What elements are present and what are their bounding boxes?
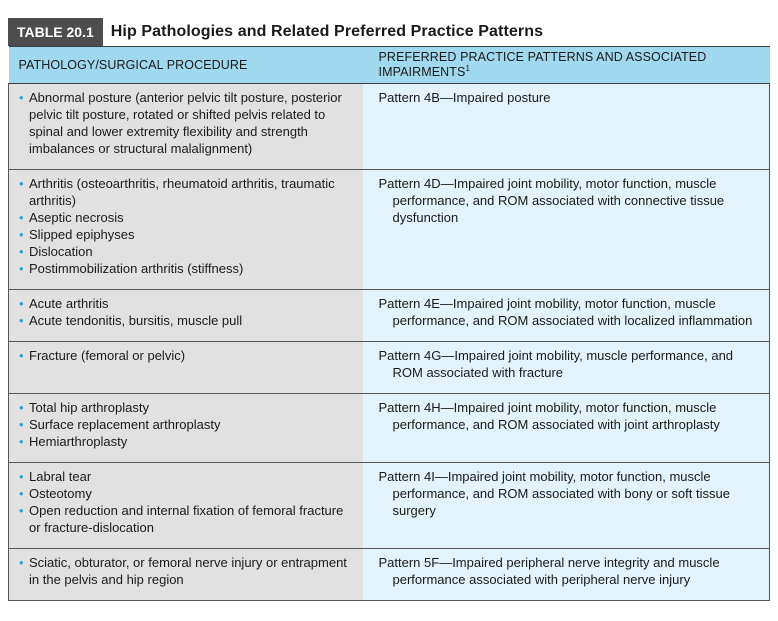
header-row [9,47,770,84]
table-row [9,342,770,394]
pathology-item [19,209,357,226]
bullet-icon: • [19,503,24,518]
pattern-text: Pattern 5F—Impaired peripheral nerve integrity and muscle performance associated with peripheral nerve injury [378,555,720,587]
column-header-pathology-label: PATHOLOGY/SURGICAL PROCEDURE [18,58,248,72]
pattern-text: Pattern 4D—Impaired joint mobility, motor function, muscle performance, and ROM associated with connective tissue dysfunction [378,176,725,225]
pathology-cell [9,170,363,290]
practice-patterns-table [8,46,770,601]
pathology-item [19,416,357,433]
pattern-cell [363,463,770,549]
pathology-item [19,260,357,277]
column-header-pathology [9,47,363,84]
table-title-row [8,18,543,46]
pathology-text: Surface replacement arthroplasty [29,417,221,432]
pattern-cell [363,170,770,290]
bullet-icon: • [19,261,24,276]
pathology-text: Slipped epiphyses [29,227,135,242]
bullet-icon: • [19,210,24,225]
pathology-item [19,485,357,502]
pathology-text: Fracture (femoral or pelvic) [29,348,186,363]
pathology-item [19,468,357,485]
bullet-icon: • [19,555,24,570]
pathology-item [19,554,357,588]
pathology-cell [9,84,363,170]
pathology-text: Sciatic, obturator, or femoral nerve injury or entrapment in the pelvis and hip region [29,555,347,587]
pathology-cell [9,549,363,601]
pathology-text: Hemiarthroplasty [29,434,128,449]
pathology-item [19,226,357,243]
table-row [9,394,770,463]
pathology-text: Abnormal posture (anterior pelvic tilt posture, posterior pelvic tilt posture, rotated or shifted pelvis related to spinal and lower extremity flexibility and strength imbalances or structural malalignment) [29,90,342,156]
bullet-icon: • [19,244,24,259]
pattern-text: Pattern 4G—Impaired joint mobility, muscle performance, and ROM associated with fracture [378,348,734,380]
table-row [9,463,770,549]
pathology-item [19,347,357,364]
pathology-text: Arthritis (osteoarthritis, rheumatoid arthritis, traumatic arthritis) [29,176,335,208]
table-body [9,84,770,601]
bullet-icon: • [19,90,24,105]
pathology-text: Acute arthritis [29,296,109,311]
table-row [9,290,770,342]
pathology-text: Total hip arthroplasty [29,400,149,415]
pattern-cell [363,84,770,170]
table-title: Hip Pathologies and Related Preferred Practice Patterns [110,23,544,40]
pattern-text: Pattern 4H—Impaired joint mobility, motor function, muscle performance, and ROM associated with joint arthroplasty [378,400,720,432]
table-number-badge: TABLE 20.1 [8,18,103,46]
footnote-marker: 1 [465,64,471,74]
bullet-icon: • [19,313,24,328]
pattern-text: Pattern 4E—Impaired joint mobility, motor function, muscle performance, and ROM associated with localized inflammation [378,296,753,328]
pathology-item [19,243,357,260]
pattern-cell [363,342,770,394]
pathology-text: Osteotomy [29,486,92,501]
pathology-text: Acute tendonitis, bursitis, muscle pull [29,313,243,328]
bullet-icon: • [19,296,24,311]
pathology-item [19,433,357,450]
bullet-icon: • [19,348,24,363]
pathology-text: Postimmobilization arthritis (stiffness) [29,261,244,276]
bullet-icon: • [19,417,24,432]
bullet-icon: • [19,486,24,501]
bullet-icon: • [19,400,24,415]
pathology-item [19,399,357,416]
pathology-text: Labral tear [29,469,92,484]
pathology-item [19,295,357,312]
pattern-cell [363,394,770,463]
bullet-icon: • [19,227,24,242]
table-row [9,549,770,601]
pattern-text: Pattern 4I—Impaired joint mobility, motor function, muscle performance, and ROM associated with bony or soft tissue surgery [378,469,730,518]
pathology-text: Open reduction and internal fixation of femoral fracture or fracture-dislocation [29,503,344,535]
bullet-icon: • [19,176,24,191]
column-header-patterns-label: PREFERRED PRACTICE PATTERNS AND ASSOCIATED IMPAIRMENTS [378,50,707,80]
bullet-icon: • [19,469,24,484]
pathology-item [19,312,357,329]
pathology-cell [9,394,363,463]
pathology-item [19,175,357,209]
table-row [9,170,770,290]
pattern-text: Pattern 4B—Impaired posture [378,90,551,105]
bullet-icon: • [19,434,24,449]
column-header-patterns [363,47,770,84]
pathology-item [19,89,357,157]
pathology-text: Dislocation [29,244,93,259]
pathology-cell [9,463,363,549]
pathology-cell [9,342,363,394]
pattern-cell [363,290,770,342]
pathology-item [19,502,357,536]
pathology-cell [9,290,363,342]
pathology-text: Aseptic necrosis [29,210,124,225]
table-row [9,84,770,170]
pattern-cell [363,549,770,601]
